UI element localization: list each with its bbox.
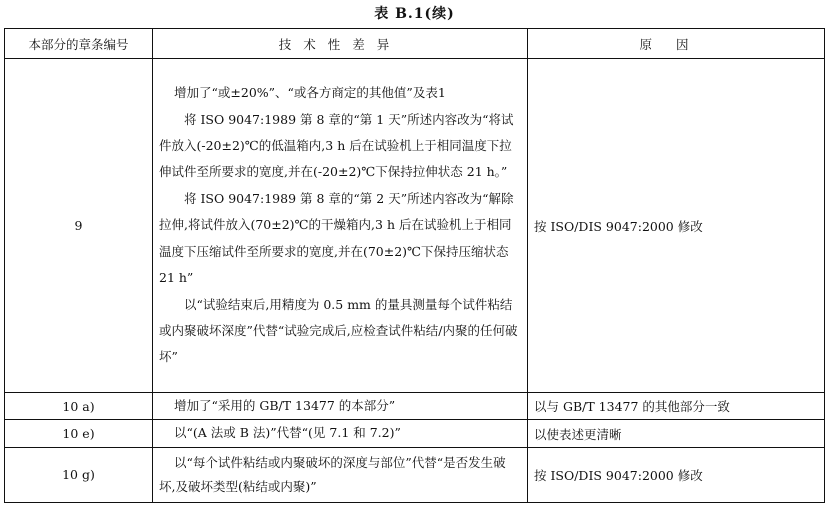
- table-header-row: [5, 29, 825, 59]
- difference-paragraph: 增加了“采用的 GB/T 13477 的本部分”: [174, 398, 396, 413]
- header-section-number: 本部分的章条编号: [5, 29, 153, 59]
- reason-cell: 以与 GB/T 13477 的其他部分一致: [528, 393, 825, 420]
- reason-cell: 以使表述更清晰: [528, 420, 825, 447]
- header-reason: 原因: [528, 29, 825, 59]
- technical-differences-table: [4, 28, 825, 503]
- table-row: [5, 420, 825, 447]
- reason-cell: 按 ISO/DIS 9047:2000 修改: [528, 447, 825, 502]
- difference-paragraph: 以“每个试件粘结或内聚破坏的深度与部位”代替“是否发生破坏,及破坏类型(粘结或内聚)”: [159, 454, 506, 494]
- difference-paragraph: 增加了“或±20%”、“或各方商定的其他值”及表1: [174, 85, 446, 101]
- table-row: [5, 447, 825, 502]
- difference-paragraph: 将 ISO 9047:1989 第 8 章的“第 1 天”所述内容改为“将试件放入(-20±2)℃的低温箱内,3 h 后在试验机上于相同温度下拉伸试件至所要求的宽度,并在(-20±2)℃下保持拉伸状态 21 h。”: [159, 111, 514, 180]
- section-number-cell: 10 e): [5, 420, 153, 447]
- difference-cell: [153, 447, 528, 502]
- reason-cell: 按 ISO/DIS 9047:2000 修改: [528, 59, 825, 393]
- difference-paragraph: 将 ISO 9047:1989 第 8 章的“第 2 天”所述内容改为“解除拉伸,将试件放入(70±2)℃的干燥箱内,3 h 后在试验机上于相同温度下压缩试件至所要求的宽度,并在(70±2)℃下保持压缩状态 21 h”: [159, 190, 514, 286]
- table-title: 表 B.1(续): [374, 6, 455, 22]
- difference-paragraph: 以“试验结束后,用精度为 0.5 mm 的量具测量每个试件粘结或内聚破坏深度”代替“试验完成后,应检查试件粘结/内聚的任何破坏”: [159, 296, 518, 365]
- difference-cell: [153, 393, 528, 420]
- section-number-cell: 10 a): [5, 393, 153, 420]
- section-number-cell: 10 g): [5, 447, 153, 502]
- difference-paragraph: 以“(A 法或 B 法)”代替“(见 7.1 和 7.2)”: [174, 425, 401, 441]
- section-number-cell: 9: [5, 59, 153, 393]
- header-technical-difference: 技术性差异: [153, 29, 528, 59]
- difference-cell: [153, 59, 528, 393]
- difference-cell: [153, 420, 528, 447]
- table-row: [5, 59, 825, 393]
- table-row: [5, 393, 825, 420]
